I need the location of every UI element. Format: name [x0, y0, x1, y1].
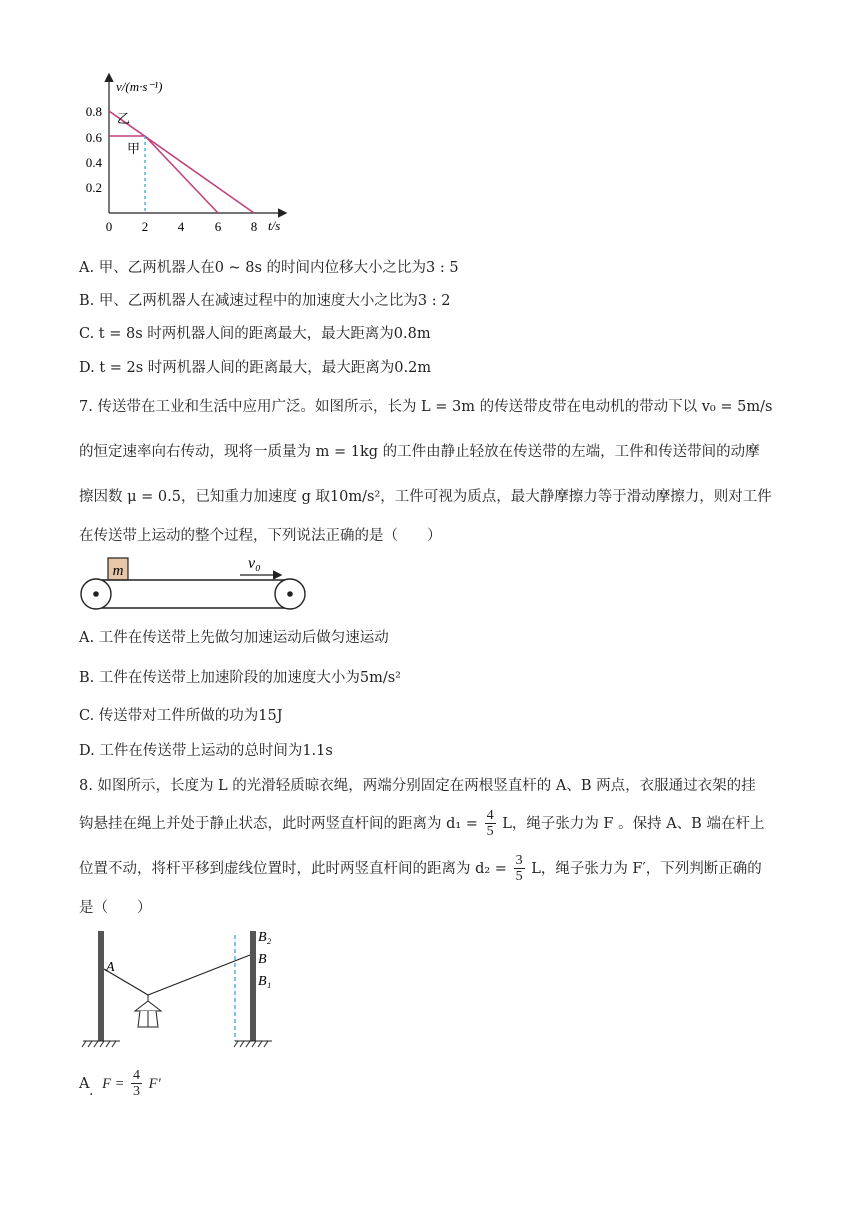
q7-stem-line2: 的恒定速率向右传动，现将一质量为 m = 1kg 的工件由静止轻放在传送带的左端，工件和传送带间的动摩: [79, 444, 760, 460]
q7-stem-line1: 7. 传送带在工业和生活中应用广泛。如图所示，长为 L = 3m 的传送带皮带在电动机的带动下以 v₀ = 5m/s: [79, 399, 773, 415]
block-m-label: m: [112, 563, 124, 579]
q8-stem-line1: 8. 如图所示，长度为 L 的光滑轻质晾衣绳，两端分别固定在两根竖直杆的 A、B 两点，衣服通过衣架的挂: [79, 778, 756, 794]
left-ground: [82, 1041, 120, 1047]
q8-stem-line2: [79, 808, 764, 840]
q7-option-c: C. 传送带对工件所做的功为15J: [79, 708, 283, 724]
v0-label: v₀: [248, 555, 261, 572]
q7-option-b: B. 工件在传送带上加速阶段的加速度大小为5m/s²: [79, 670, 401, 686]
x-tick-6: 6: [214, 219, 222, 234]
q6-option-b: B. 甲、乙两机器人在减速过程中的加速度大小之比为3 : 2: [79, 293, 451, 309]
label-jia: 甲: [127, 141, 141, 156]
fraction-denominator: 5: [486, 824, 494, 840]
option-a-lhs: F =: [102, 1075, 125, 1092]
q8-line2-part1: 钩悬挂在绳上并处于静止状态，此时两竖直杆间的距离为 d₁ =: [79, 815, 478, 832]
left-pulley-axle: [93, 591, 99, 597]
point-b-label: B: [258, 952, 267, 967]
rope-right: [148, 955, 250, 995]
right-pole: [250, 931, 256, 1041]
fraction-denominator: 5: [515, 869, 523, 885]
x-tick-4: 4: [177, 219, 185, 234]
fraction-numerator: 4: [132, 1068, 140, 1083]
x-axis-label: t/s: [268, 218, 281, 233]
point-a-label: A: [106, 960, 115, 975]
x-tick-8: 8: [250, 219, 258, 234]
y-tick-0.6: 0.6: [85, 130, 102, 145]
left-pole: [98, 931, 104, 1041]
q7-option-a: A. 工件在传送带上先做匀加速运动后做匀速运动: [79, 630, 389, 646]
q7-stem-line4: 在传送带上运动的整个过程，下列说法正确的是（ ）: [79, 528, 442, 544]
point-b1-label: B₁: [258, 974, 272, 989]
q8-line3-part2: L，绳子张力为 F′，下列判断正确的: [531, 860, 762, 877]
conveyor-belt-figure: [76, 548, 316, 618]
fraction-4-5-a: [485, 808, 496, 840]
q8-stem-line3: [79, 853, 762, 885]
point-b2-label: B₂: [258, 930, 272, 945]
q6-option-a: A. 甲、乙两机器人在0 ~ 8s 的时间内位移大小之比为3 : 5: [79, 260, 459, 276]
velocity-time-graph: [80, 70, 300, 240]
y-axis-label: v/(m·s⁻¹): [116, 79, 163, 94]
label-yi: 乙: [117, 111, 131, 126]
right-pulley-axle: [287, 591, 293, 597]
y-tick-0.4: 0.4: [85, 155, 102, 170]
q6-option-d: D. t = 2s 时两机器人间的距离最大，最大距离为0.2m: [79, 360, 432, 376]
y-tick-0.8: 0.8: [85, 104, 102, 119]
q8-line3-part1: 位置不动，将杆平移到虚线位置时，此时两竖直杆间的距离为 d₂ =: [79, 860, 507, 877]
fraction-4-3: [131, 1068, 142, 1100]
x-tick-0: 0: [105, 219, 113, 234]
q6-option-c: C. t = 8s 时两机器人间的距离最大，最大距离为0.8m: [79, 326, 431, 342]
option-a-rhs: F′: [148, 1075, 161, 1092]
option-a-dot: .: [89, 1083, 94, 1099]
y-tick-0.2: 0.2: [85, 180, 102, 195]
right-ground: [234, 1041, 272, 1047]
fraction-numerator: 3: [515, 853, 523, 868]
clothesline-figure: [80, 925, 300, 1055]
fraction-3-5: [514, 853, 525, 885]
hanger-icon: [135, 995, 161, 1027]
fraction-numerator: 4: [486, 808, 494, 823]
series-jia-line: [109, 136, 218, 213]
q8-line2-part2: L，绳子张力为 F 。保持 A、B 端在杆上: [502, 815, 765, 832]
q7-option-d: D. 工件在传送带上运动的总时间为1.1s: [79, 743, 333, 759]
q8-stem-line4: 是（ ）: [79, 900, 152, 916]
q7-stem-line3: 擦因数 μ = 0.5，已知重力加速度 g 取10m/s²，工件可视为质点，最大静摩擦力等于滑动摩擦力，则对工件: [79, 489, 772, 505]
x-tick-2: 2: [141, 219, 149, 234]
option-a-letter: A: [79, 1075, 90, 1092]
series-yi-line: [109, 111, 254, 213]
fraction-denominator: 3: [132, 1084, 140, 1100]
